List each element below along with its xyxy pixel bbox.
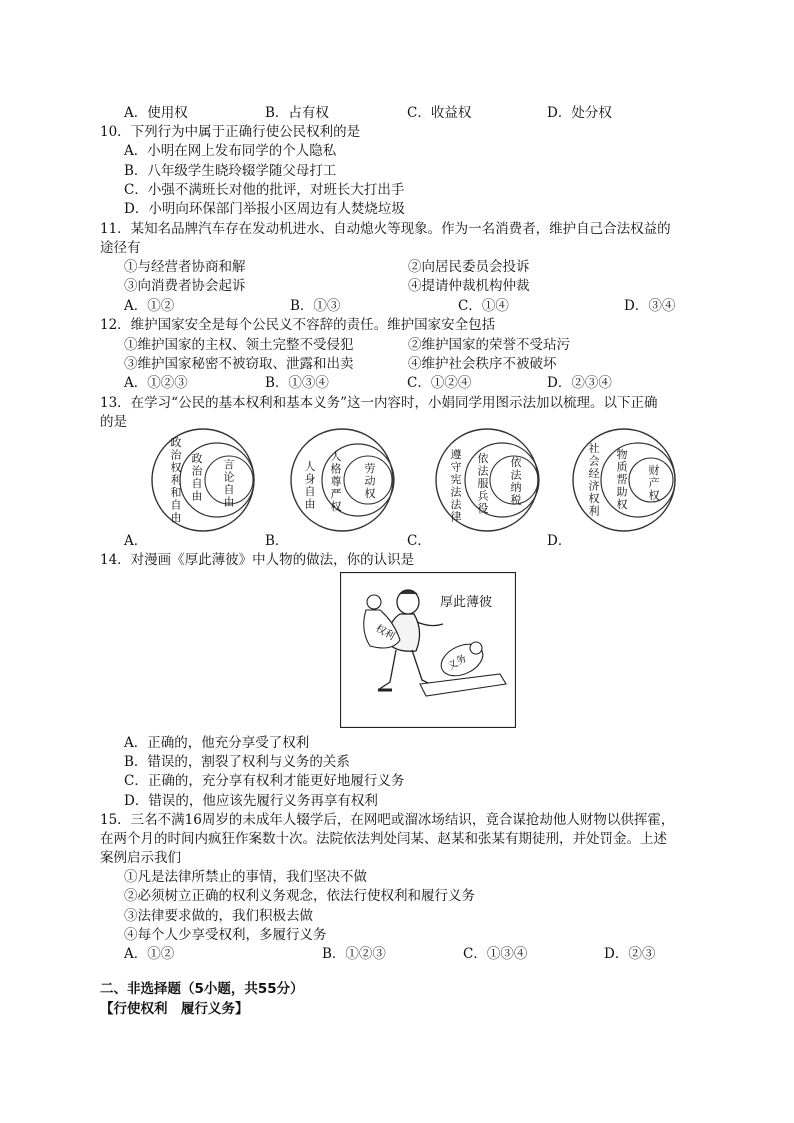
q14-option-b: B．错误的，割裂了权利与义务的关系 [124,754,350,770]
q13-diagram-c [436,429,539,531]
q11-item-4: ④提请仲裁机构仲裁 [408,278,530,294]
q12-item-1: ①维护国家的主权、领土完整不受侵犯 [124,337,354,353]
q13-c-outer-label: 遵守宪法法律 [450,448,462,524]
q13-option-d: D． [547,533,572,549]
middle-circle [465,443,539,517]
q14-option-a: A．正确的，他充分享受了权利 [124,735,310,751]
q11-option-a: A．①② [124,298,175,314]
q15-stem-line3: 案例启示我们 [100,850,181,866]
section2-subtitle: 【行使权利 履行义务】 [100,1001,249,1017]
cartoon-title: 厚此薄彼 [440,595,493,610]
q15-item-1: ①凡是法律所禁止的事情，我们坚决不做 [124,869,367,885]
q12-stem: 12．维护国家安全是每个公民义不容辞的责任。维护国家安全包括 [100,317,496,333]
q13-diagram-d [573,429,675,531]
q13-option-c: C． [407,533,431,549]
q13-a-inner-label: 言论自由 [223,458,235,509]
q11-item-2: ②向居民委员会投诉 [408,259,530,275]
q13-a-middle-label: 政治自由 [191,452,203,503]
q10-option-b: B．八年级学生晓玲辍学随父母打工 [124,163,337,179]
middle-circle [601,443,675,517]
q9-option-c: C．收益权 [407,105,472,121]
q12-option-c: C．①②④ [407,375,472,391]
q15-option-a: A．①② [124,946,175,962]
q11-stem-line1: 11．某知名品牌汽车存在发动机进水、自动熄火等现象。作为一名消费者，维护自己合法权益的 [100,221,671,237]
q11-option-c: C．①④ [458,298,509,314]
q14-option-d: D．错误的，他应该先履行义务再享有权利 [124,793,378,809]
q13-b-middle-label: 人格尊严权 [330,450,342,513]
q11-option-d: D．③④ [624,298,676,314]
q13-a-outer-label: 政治权利和自由 [170,436,182,524]
q10-option-c: C．小强不满班长对他的批评，对班长大打出手 [124,182,405,198]
q15-item-2: ②必须树立正确的权利义务观念，依法行使权利和履行义务 [124,888,475,904]
q15-option-b: B．①②③ [322,946,386,962]
q12-option-d: D．②③④ [547,375,612,391]
q13-diagram-a [152,429,254,531]
q13-option-b: B． [265,533,289,549]
q15-option-c: C．①③④ [463,946,528,962]
q11-item-1: ①与经营者协商和解 [124,259,246,275]
q9-option-d: D．处分权 [547,105,612,121]
q14-option-c: C．正确的，充分享有权利才能更好地履行义务 [124,773,405,789]
q12-item-2: ②维护国家的荣誉不受玷污 [408,337,570,353]
q13-d-inner-label: 财产权 [648,464,660,502]
obligations-word: 义务 [446,653,469,673]
q13-d-middle-label: 物质帮助权 [616,448,628,511]
q13-option-a: A． [124,533,148,549]
q15-option-d: D．②③ [604,946,656,962]
q12-item-4: ④维护社会秩序不被破坏 [408,356,557,372]
q15-item-4: ④每个人少享受权利，多履行义务 [124,927,327,943]
q15-stem-line1: 15．三名不满16周岁的未成年人辍学后，在网吧或溜冰场结识，竟合谋抢劫他人财物以供挥霍， [100,812,675,828]
q11-option-b: B．①③ [290,298,341,314]
outer-circle [152,429,254,531]
q12-option-b: B．①③④ [265,375,329,391]
q12-option-a: A．①②③ [124,375,188,391]
q9-option-a: A．使用权 [124,105,188,121]
q11-stem-line2: 途径有 [100,240,141,256]
q10-option-d: D．小明向环保部门举报小区周边有人焚烧垃圾 [124,201,405,217]
q12-item-3: ③维护国家秘密不被窃取、泄露和出卖 [124,356,354,372]
q13-diagram-b [291,429,394,531]
q13-b-outer-label: 人身自由 [304,460,316,511]
q13-stem-line2: 的是 [100,414,127,430]
q13-c-middle-label: 依法服兵役 [477,452,489,515]
q13-d-outer-label: 社会经济权利 [588,442,600,518]
q13-c-inner-label: 依法纳税 [510,456,522,507]
q14-cartoon [340,572,516,728]
q15-item-3: ③法律要求做的，我们积极去做 [124,908,313,924]
q14-stem: 14．对漫画《厚此薄彼》中人物的做法，你的认识是 [100,552,415,568]
q15-stem-line2: 在两个月的时间内疯狂作案数十次。法院依法判处闫某、赵某和张某有期徒刑，并处罚金。上述 [100,831,667,847]
q9-option-b: B．占有权 [265,105,329,121]
q11-item-3: ③向消费者协会起诉 [124,278,246,294]
q10-option-a: A．小明在网上发布同学的个人隐私 [124,143,337,159]
section2-title: 二、非选择题（5小题，共55分） [100,981,304,997]
q10-stem: 10．下列行为中属于正确行使公民权利的是 [100,124,361,140]
q13-diagrams [0,0,794,560]
q13-stem-line1: 13．在学习“公民的基本权利和基本义务”这一内容时，小娟同学用图示法加以梳理。以下正确 [100,395,658,411]
q13-b-inner-label: 劳动权 [364,462,376,500]
rights-word: 权利 [373,623,397,643]
